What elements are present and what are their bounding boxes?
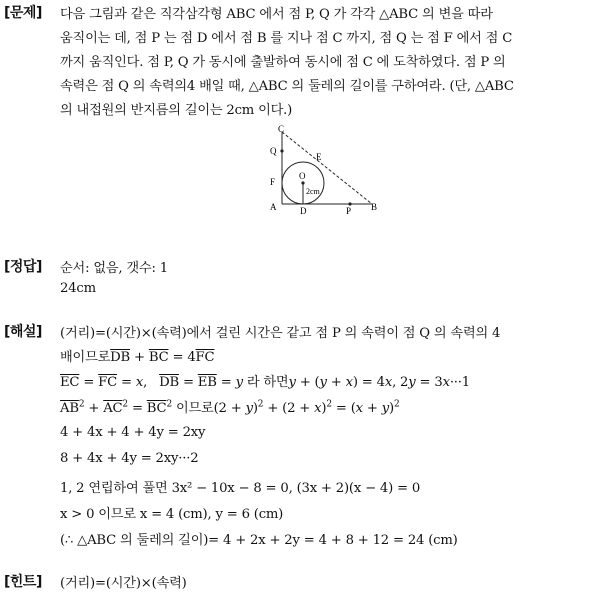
explanation-line-4-suffix: 이므로 xyxy=(175,401,214,416)
problem-line-4: 속력은 점 Q 의 속력의4 배일 때, △ABC 의 둘레의 길이를 구하여라. (단, △ABC xyxy=(60,79,514,94)
center-o xyxy=(301,181,304,184)
answer-line-1: 순서: 없음, 갯수: 1 xyxy=(60,261,168,276)
explanation-line-6: 8 + 4x + 4y = 2xy···2 xyxy=(60,451,199,466)
explanation-line-1: (거리)=(시간)×(속력)에서 걸린 시간은 같고 점 P 의 속력이 점 Q 의 속력의 4 xyxy=(60,326,501,341)
label-q: Q xyxy=(270,146,277,156)
problem-line-5: 의 내접원의 반지름의 길이는 2cm 이다.) xyxy=(60,103,293,118)
explanation-line-4: $\overline{AB}^2 + \overline{AC}^2 = \overline{BC}^2$ 이므로$(2 + y)^2 + (2 + x)^2 = (x + y)^2$ xyxy=(60,399,400,416)
label-p: P xyxy=(346,206,352,216)
problem-line-2: 움직이는 데, 점 P 는 점 D 에서 점 B 를 지나 점 C 까지, 점 Q 는 점 F 에서 점 C xyxy=(60,31,513,46)
problem-line-1: 다음 그림과 같은 직각삼각형 ABC 에서 점 P, Q 가 각각 △ABC 의 변을 따라 xyxy=(60,7,493,22)
answer-line-2: 24cm xyxy=(60,281,96,296)
explanation-line-2-prefix: 배이므로 xyxy=(60,350,111,365)
triangle-figure xyxy=(262,122,386,218)
problem-label: [문제] xyxy=(4,5,42,21)
explanation-line-7: 1, 2 연립하여 풀면 3x² − 10x − 8 = 0, (3x + 2)(x − 4) = 0 xyxy=(60,481,421,496)
label-f: F xyxy=(270,177,276,187)
answer-label: [정답] xyxy=(4,259,42,275)
explanation-label: [해설] xyxy=(4,324,42,340)
point-q-dot xyxy=(280,149,283,152)
explanation-line-2: 배이므로$\overline{DB} + \overline{BC} = 4\overline{FC}$ xyxy=(60,350,215,365)
label-d: D xyxy=(300,206,307,216)
explanation-line-5: 4 + 4x + 4 + 4y = 2xy xyxy=(60,425,206,440)
label-b: B xyxy=(371,202,378,212)
label-e: E xyxy=(316,152,322,162)
explanation-line-3: $\overline{EC} = \overline{FC} = x$, $\overline{DB} = \overline{EB} = y$ 라 하면y + (y + x) = 4x, 2y = 3x···1 xyxy=(60,375,470,390)
label-c: C xyxy=(278,124,285,134)
hint-label: [힌트] xyxy=(4,574,42,590)
problem-line-3: 까지 움직인다. 점 P, Q 가 동시에 출발하여 동시에 점 C 에 도착하였다. 점 P 의 xyxy=(60,55,506,70)
hint-line-1: (거리)=(시간)×(속력) xyxy=(60,576,187,591)
label-o: O xyxy=(299,171,306,181)
side-bc xyxy=(282,132,372,204)
label-a: A xyxy=(270,202,277,212)
explanation-line-9: (∴ △ABC 의 둘레의 길이)= 4 + 2x + 2y = 4 + 8 + 12 = 24 (cm) xyxy=(60,533,458,548)
radius-label: 2cm xyxy=(306,187,320,196)
explanation-line-8: x > 0 이므로 x = 4 (cm), y = 6 (cm) xyxy=(60,507,284,522)
